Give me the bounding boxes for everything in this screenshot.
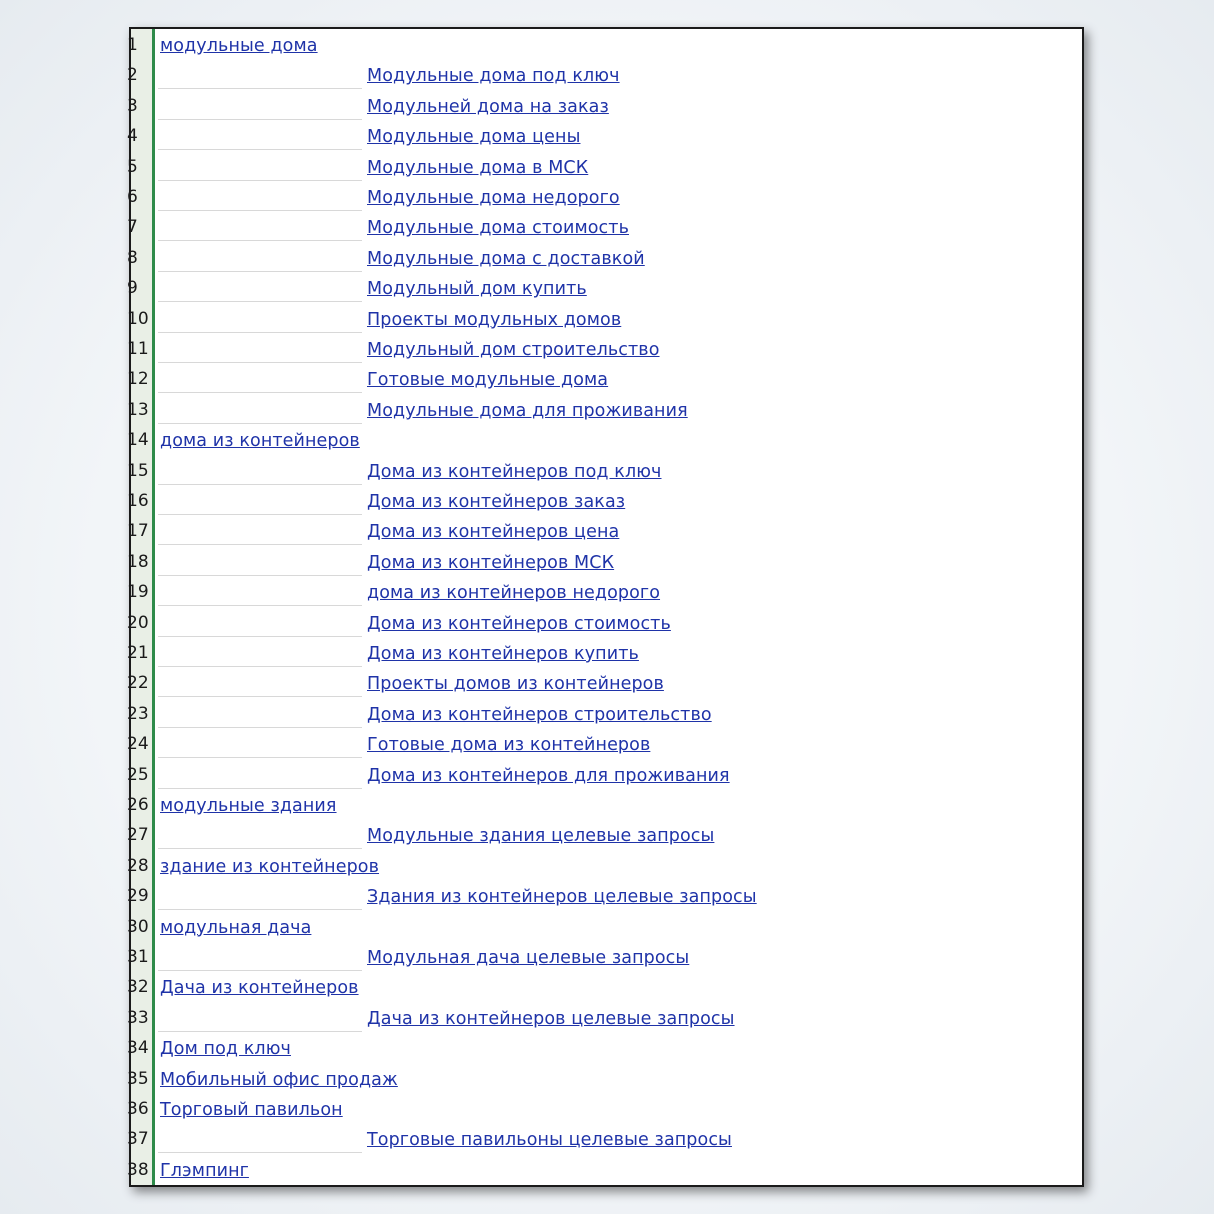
section-link[interactable]: Глэмпинг xyxy=(160,1160,249,1181)
row-number[interactable]: 28 xyxy=(127,855,149,876)
row-number[interactable]: 22 xyxy=(127,673,149,694)
table-row xyxy=(127,1124,1082,1154)
section-link[interactable]: дома из контейнеров xyxy=(160,431,360,452)
subsection-link[interactable]: Дома из контейнеров купить xyxy=(367,644,639,664)
section-link[interactable]: Торговый павильон xyxy=(160,1100,343,1120)
row-number[interactable]: 6 xyxy=(127,187,138,207)
row-number[interactable]: 14 xyxy=(127,430,149,451)
table-row xyxy=(127,942,1082,972)
empty-cell[interactable] xyxy=(158,364,362,393)
row-number[interactable]: 8 xyxy=(127,247,138,268)
table-row xyxy=(127,1003,1082,1033)
row-number[interactable]: 4 xyxy=(127,126,138,147)
table-row xyxy=(127,1064,1082,1094)
row-number[interactable]: 31 xyxy=(127,947,149,967)
row-number[interactable]: 19 xyxy=(127,582,149,603)
table-row xyxy=(127,456,1082,486)
subsection-link[interactable]: Готовые дома из контейнеров xyxy=(367,735,651,756)
row-number[interactable]: 7 xyxy=(127,217,138,238)
row-number[interactable]: 12 xyxy=(127,369,149,390)
subsection-link[interactable]: Торговые павильоны целевые запросы xyxy=(367,1130,732,1151)
table-row xyxy=(127,1155,1082,1185)
row-number[interactable]: 30 xyxy=(127,916,149,937)
empty-cell[interactable] xyxy=(158,760,362,789)
empty-cell[interactable] xyxy=(158,668,362,697)
empty-cell[interactable] xyxy=(158,729,362,758)
section-link[interactable]: модульные дома xyxy=(160,36,318,56)
empty-cell[interactable] xyxy=(158,395,362,424)
row-number[interactable]: 17 xyxy=(127,521,149,542)
row-number[interactable]: 27 xyxy=(127,825,149,846)
row-number[interactable]: 20 xyxy=(127,612,149,633)
row-number[interactable]: 2 xyxy=(127,65,138,86)
empty-cell[interactable] xyxy=(158,881,362,910)
row-number[interactable]: 38 xyxy=(127,1159,149,1180)
table-row xyxy=(127,638,1082,668)
section-link[interactable]: здание из контейнеров xyxy=(160,856,380,877)
table-row xyxy=(127,121,1082,151)
row-number[interactable]: 29 xyxy=(127,886,149,907)
table-row xyxy=(127,243,1082,273)
subsection-link[interactable]: Дома из контейнеров стоимость xyxy=(367,613,671,634)
row-number[interactable]: 36 xyxy=(127,1099,149,1119)
table-row xyxy=(127,152,1082,182)
row-number[interactable]: 15 xyxy=(127,460,149,481)
subsection-link[interactable]: Проекты модульных домов xyxy=(367,309,622,330)
table-row xyxy=(127,425,1082,455)
table-row xyxy=(127,699,1082,729)
subsection-link[interactable]: Модульный дом строительство xyxy=(367,340,660,360)
table-row xyxy=(127,760,1082,790)
row-number[interactable]: 35 xyxy=(127,1068,149,1089)
table-row xyxy=(127,212,1082,242)
row-number[interactable]: 13 xyxy=(127,399,149,420)
table-row xyxy=(127,790,1082,820)
table-row xyxy=(127,851,1082,881)
table-row xyxy=(127,577,1082,607)
subsection-link[interactable]: Модульные дома недорого xyxy=(367,188,620,208)
subsection-link[interactable]: Модульные дома с доставкой xyxy=(367,248,645,269)
subsection-link[interactable]: Дома из контейнеров МСК xyxy=(367,552,615,573)
empty-cell[interactable] xyxy=(158,820,362,849)
subsection-link[interactable]: Готовые модульные дома xyxy=(367,370,609,391)
empty-cell[interactable] xyxy=(158,942,362,971)
empty-cell[interactable] xyxy=(158,60,362,89)
table-row xyxy=(127,182,1082,212)
table-row xyxy=(127,972,1082,1002)
subsection-link[interactable]: Дома из контейнеров цена xyxy=(367,522,620,543)
empty-cell[interactable] xyxy=(158,486,362,515)
table-row xyxy=(127,912,1082,942)
row-number[interactable]: 9 xyxy=(127,278,138,299)
table-row xyxy=(127,608,1082,638)
table-row xyxy=(127,1033,1082,1063)
subsection-link[interactable]: Модульные дома стоимость xyxy=(367,218,629,239)
subsection-link[interactable]: Модульные дома цены xyxy=(367,127,581,148)
empty-cell[interactable] xyxy=(158,182,362,211)
row-number[interactable]: 21 xyxy=(127,643,149,663)
row-number[interactable]: 24 xyxy=(127,734,149,755)
subsection-link[interactable]: Дома из контейнеров заказ xyxy=(367,492,626,512)
table-row xyxy=(127,304,1082,334)
empty-cell[interactable] xyxy=(158,91,362,120)
row-number[interactable]: 11 xyxy=(127,339,149,359)
table-row xyxy=(127,547,1082,577)
table-row xyxy=(127,1094,1082,1124)
empty-cell[interactable] xyxy=(158,334,362,363)
empty-cell[interactable] xyxy=(158,273,362,302)
row-number[interactable]: 26 xyxy=(127,795,149,815)
empty-cell[interactable] xyxy=(158,212,362,241)
subsection-link[interactable]: Дома из контейнеров под ключ xyxy=(367,461,662,482)
subsection-link[interactable]: дома из контейнеров недорого xyxy=(367,583,661,604)
empty-cell[interactable] xyxy=(158,304,362,333)
subsection-link[interactable]: Модульней дома на заказ xyxy=(367,96,609,117)
empty-cell[interactable] xyxy=(158,608,362,637)
table-row xyxy=(127,395,1082,425)
empty-cell[interactable] xyxy=(158,638,362,667)
empty-cell[interactable] xyxy=(158,547,362,576)
spreadsheet-sheet xyxy=(129,27,1084,1187)
subsection-link[interactable]: Дача из контейнеров целевые запросы xyxy=(367,1008,735,1029)
section-link[interactable]: Дом под ключ xyxy=(160,1039,291,1060)
row-number[interactable]: 23 xyxy=(127,703,149,724)
empty-cell[interactable] xyxy=(158,243,362,272)
section-link[interactable]: Дача из контейнеров xyxy=(160,978,359,999)
row-number[interactable]: 1 xyxy=(127,35,138,55)
empty-cell[interactable] xyxy=(158,456,362,485)
table-row xyxy=(127,486,1082,516)
subsection-link[interactable]: Здания из контейнеров целевые запросы xyxy=(367,887,757,908)
empty-cell[interactable] xyxy=(158,699,362,728)
section-link[interactable]: Мобильный офис продаж xyxy=(160,1069,398,1090)
row-number[interactable]: 37 xyxy=(127,1129,149,1150)
table-row xyxy=(127,91,1082,121)
row-number[interactable]: 16 xyxy=(127,491,149,511)
subsection-link[interactable]: Проекты домов из контейнеров xyxy=(367,674,664,695)
row-number[interactable]: 34 xyxy=(127,1038,149,1059)
table-row xyxy=(127,516,1082,546)
row-number[interactable]: 18 xyxy=(127,551,149,572)
row-number[interactable]: 10 xyxy=(127,308,149,329)
section-link[interactable]: модульные здания xyxy=(160,796,337,816)
row-number[interactable]: 33 xyxy=(127,1007,149,1028)
table-row xyxy=(127,273,1082,303)
empty-cell[interactable] xyxy=(158,1124,362,1153)
row-number[interactable]: 32 xyxy=(127,977,149,998)
subsection-link[interactable]: Модульные дома для проживания xyxy=(367,400,688,421)
row-number[interactable]: 25 xyxy=(127,764,149,785)
subsection-link[interactable]: Дома из контейнеров для проживания xyxy=(367,765,730,786)
table-row xyxy=(127,334,1082,364)
subsection-link[interactable]: Модульные здания целевые запросы xyxy=(367,826,715,847)
section-link[interactable]: модульная дача xyxy=(160,917,312,938)
subsection-link[interactable]: Модульный дом купить xyxy=(367,279,587,300)
table-row xyxy=(127,364,1082,394)
table-row xyxy=(127,820,1082,850)
empty-cell[interactable] xyxy=(158,516,362,545)
empty-cell[interactable] xyxy=(158,1003,362,1032)
subsection-link[interactable]: Модульная дача целевые запросы xyxy=(367,948,690,968)
table-row xyxy=(127,668,1082,698)
row-number[interactable]: 3 xyxy=(127,95,138,116)
subsection-link[interactable]: Модульные дома под ключ xyxy=(367,66,620,87)
table-row xyxy=(127,881,1082,911)
empty-cell[interactable] xyxy=(158,121,362,150)
empty-cell[interactable] xyxy=(158,152,362,181)
empty-cell[interactable] xyxy=(158,577,362,606)
subsection-link[interactable]: Модульные дома в МСК xyxy=(367,157,589,178)
row-number[interactable]: 5 xyxy=(127,156,138,177)
table-row xyxy=(127,729,1082,759)
table-row xyxy=(127,60,1082,90)
subsection-link[interactable]: Дома из контейнеров строительство xyxy=(367,704,712,725)
table-row xyxy=(127,30,1082,60)
